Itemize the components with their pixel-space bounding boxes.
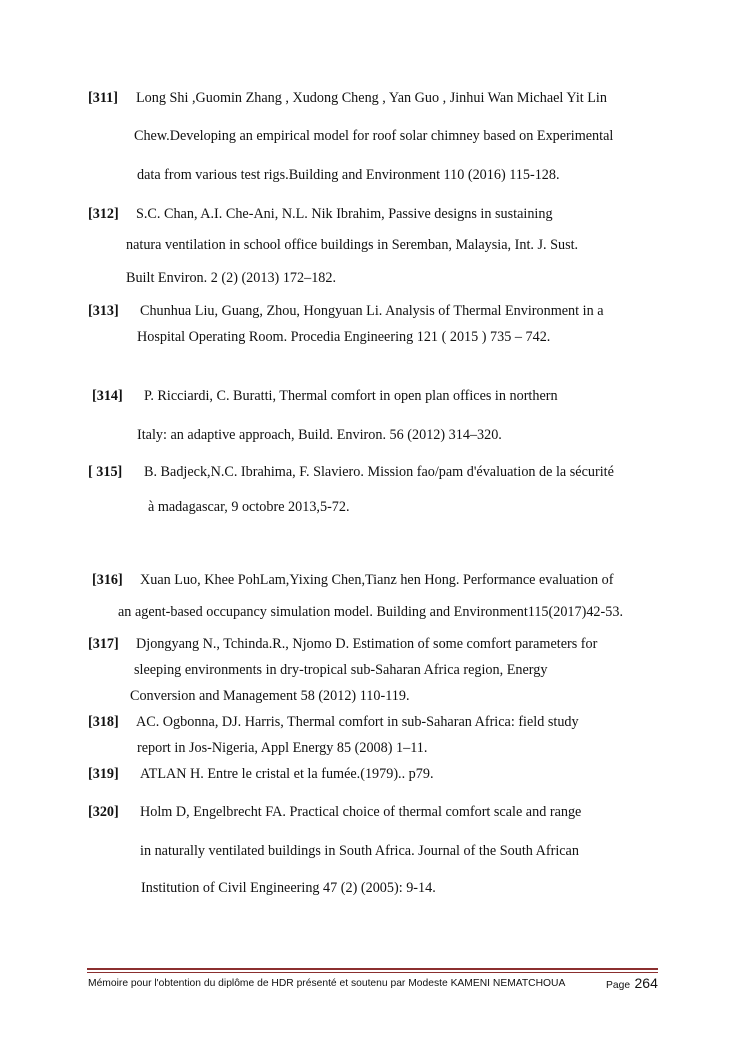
ref-317-number: [317] <box>88 636 119 652</box>
ref-320-line-2: in naturally ventilated buildings in South Africa. Journal of the South African <box>140 843 579 859</box>
ref-314-line-1: P. Ricciardi, C. Buratti, Thermal comfort in open plan offices in northern <box>144 388 558 404</box>
ref-316-line-2: an agent-based occupancy simulation model. Building and Environment115(2017)42-53. <box>118 604 623 620</box>
ref-311-number: [311] <box>88 90 118 106</box>
ref-315-line-1: B. Badjeck,N.C. Ibrahima, F. Slaviero. Mission fao/pam d'évaluation de la sécurité <box>144 464 614 480</box>
footer-rule <box>87 968 658 970</box>
ref-316-line-1: Xuan Luo, Khee PohLam,Yixing Chen,Tianz hen Hong. Performance evaluation of <box>140 572 614 588</box>
ref-317-line-3: Conversion and Management 58 (2012) 110-119. <box>130 688 410 704</box>
ref-318-line-2: report in Jos-Nigeria, Appl Energy 85 (2008) 1–11. <box>137 740 428 756</box>
ref-317-line-2: sleeping environments in dry-tropical sub-Saharan Africa region, Energy <box>134 662 548 678</box>
ref-311-line-1: Long Shi ,Guomin Zhang , Xudong Cheng , Yan Guo , Jinhui Wan Michael Yit Lin <box>136 90 607 106</box>
ref-312-line-2: natura ventilation in school office buildings in Seremban, Malaysia, Int. J. Sust. <box>126 237 579 253</box>
footer-rule-thin <box>87 972 658 973</box>
ref-311-line-2: Chew.Developing an empirical model for roof solar chimney based on Experimental <box>134 128 614 144</box>
ref-314-number: [314] <box>92 388 123 404</box>
ref-318-number: [318] <box>88 714 119 730</box>
page-number-block <box>606 974 658 995</box>
ref-317-line-1: Djongyang N., Tchinda.R., Njomo D. Estimation of some comfort parameters for <box>136 636 598 652</box>
ref-314-line-2: Italy: an adaptive approach, Build. Environ. 56 (2012) 314–320. <box>137 427 502 443</box>
ref-312-number: [312] <box>88 206 119 222</box>
ref-320-line-1: Holm D, Engelbrecht FA. Practical choice of thermal comfort scale and range <box>140 804 582 820</box>
ref-319-line-1: ATLAN H. Entre le cristal et la fumée.(1979).. p79. <box>140 766 434 782</box>
ref-312-line-3: Built Environ. 2 (2) (2013) 172–182. <box>126 270 337 286</box>
ref-312-line-1: S.C. Chan, A.I. Che-Ani, N.L. Nik Ibrahim, Passive designs in sustaining <box>136 206 553 222</box>
ref-315-line-2: à madagascar, 9 octobre 2013,5-72. <box>148 499 350 515</box>
footer-text: Mémoire pour l'obtention du diplôme de HDR présenté et soutenu par Modeste KAMENI NEMATCHOUA <box>88 978 566 989</box>
ref-318-line-1: AC. Ogbonna, DJ. Harris, Thermal comfort in sub-Saharan Africa: field study <box>136 714 579 730</box>
ref-311-line-3: data from various test rigs.Building and Environment 110 (2016) 115-128. <box>137 167 560 183</box>
page-number: 264 <box>634 975 658 991</box>
ref-320-number: [320] <box>88 804 119 820</box>
ref-316-number: [316] <box>92 572 123 588</box>
ref-313-line-1: Chunhua Liu, Guang, Zhou, Hongyuan Li. Analysis of Thermal Environment in a <box>140 303 604 319</box>
ref-315-number: [ 315] <box>88 464 123 480</box>
page-label: Page <box>606 980 631 991</box>
ref-313-number: [313] <box>88 303 119 319</box>
ref-320-line-3: Institution of Civil Engineering 47 (2) (2005): 9-14. <box>141 880 436 896</box>
ref-313-line-2: Hospital Operating Room. Procedia Engineering 121 ( 2015 ) 735 – 742. <box>137 329 551 345</box>
ref-319-number: [319] <box>88 766 119 782</box>
